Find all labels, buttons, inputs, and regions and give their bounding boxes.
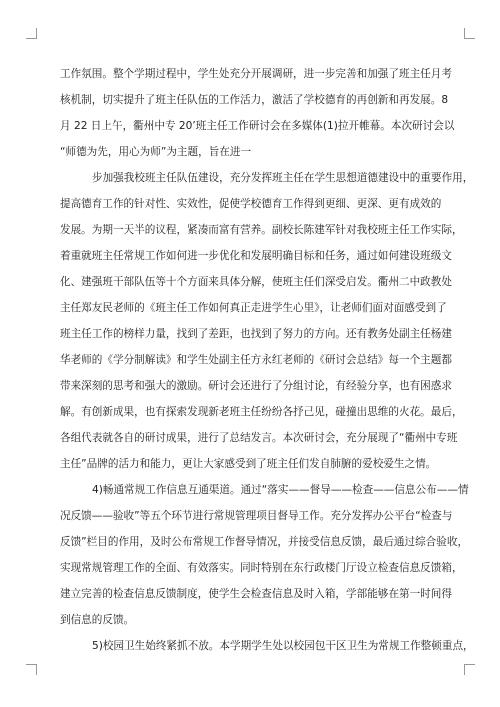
crop-mark-bottom-right — [464, 664, 475, 675]
text-line: 核机制，切实提升了班主任队伍的工作活力，激活了学校德育的再创新和再发展。8 — [60, 94, 449, 106]
text-line: 发展。为期一天半的议程，紧凑而富有营养。副校长陈建军针对我校班主任工作实际， — [60, 224, 463, 236]
crop-mark-top-left — [26, 28, 37, 39]
text-line: 主任”品牌的活力和能力，更让大家感受到了班主任们发自肺腑的爱校爱生之情。 — [60, 458, 437, 470]
text-line: 带来深刻的思考和强大的激励。研讨会还进行了分组讨论，有经验分享，也有困惑求 — [60, 380, 452, 392]
text-line: 5)校园卫生始终紧抓不放。本学期学生处以校园包干区卫生为常规工作整顿重点， — [92, 640, 474, 652]
text-line: 提高德育工作的针对性、实效性，促使学校德育工作得到更细、更深、更有成效的 — [60, 198, 442, 210]
text-line: 步加强我校班主任队伍建设，充分发挥班主任在学生思想道德建设中的重要作用， — [92, 172, 474, 184]
text-line: 化、建强班干部队伍等十个方面来具体分解，使班主任们深受启发。衢州二中政教处 — [60, 276, 452, 288]
text-line: 月 22 日上午，衢州中专 20’班主任工作研讨会在多媒体(1)拉开帷幕。本次研讨会以 — [60, 120, 455, 132]
text-line: 反馈”栏目的作用，及时公布常规工作督导情况，并接受信息反馈，最后通过综合验收， — [60, 536, 469, 548]
text-line: 解。有创新成果，也有探索发现新老班主任纷纷各抒己见，碰撞出思维的火花。最后， — [60, 406, 463, 418]
text-line: 班主任工作的榜样力量，找到了差距，也找到了努力的方向。还有教务处副主任杨建 — [60, 328, 452, 340]
text-line: 华老师的《学分制解读》和学生处副主任方永红老师的《研讨会总结》每一个主题都 — [60, 354, 452, 366]
text-line: 实现常规管理工作的全面、有效落实。同时特别在东行政楼门厅设立检查信息反馈箱， — [60, 562, 463, 574]
text-line: 着重就班主任常规工作如何进一步优化和发展明确目标和任务，通过如何建设班级文 — [60, 250, 452, 262]
crop-mark-top-right — [464, 28, 475, 39]
text-line: 到信息的反馈。 — [60, 614, 135, 626]
text-line: 4)畅通常规工作信息互通渠道。通过“落实——督导——检查——信息公布——情 — [92, 484, 469, 496]
text-line: 况反馈——验收”等五个环节进行常规管理项目督导工作。充分发挥办公平台“检查与 — [60, 510, 453, 522]
text-line: “师德为先，用心为师”为主题，旨在进一 — [60, 146, 252, 158]
text-line: 工作氛围。整个学期过程中，学生处充分开展调研，进一步完善和加强了班主任月考 — [60, 68, 452, 80]
text-line: 各组代表就各自的研讨成果，进行了总结发言。本次研讨会，充分展现了“衢州中专班 — [60, 432, 458, 444]
crop-mark-bottom-left — [26, 664, 37, 675]
text-line: 主任郑友民老师的《班主任工作如何真正走进学生心里》，让老师们面对面感受到了 — [60, 302, 447, 314]
text-line: 建立完善的检查信息反馈制度，使学生会检查信息及时入箱，学部能够在第一时间得 — [60, 588, 452, 600]
